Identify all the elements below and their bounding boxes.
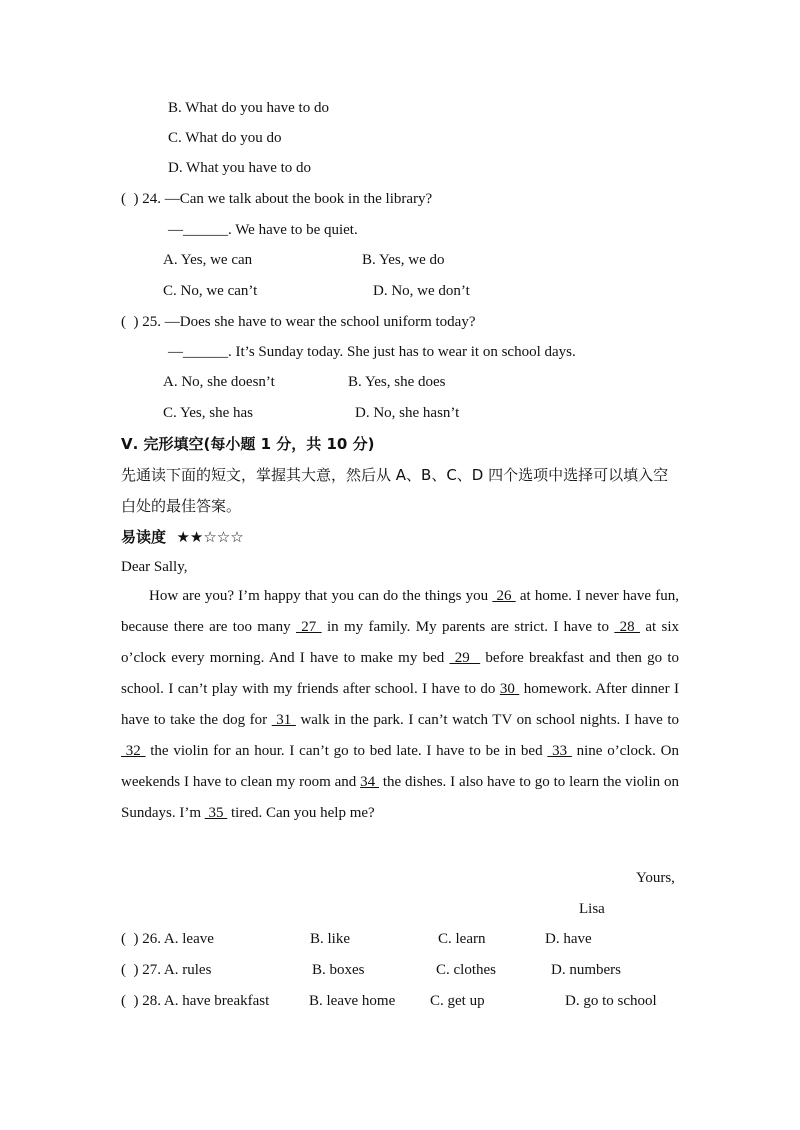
q28-option-d: D. go to school [565, 993, 657, 1009]
q24-option-d: D. No, we don’t [373, 283, 470, 299]
q27-stem: ( ) 27. A. rules [121, 962, 212, 978]
q26-stem: ( ) 26. A. leave [121, 931, 214, 947]
blank-26: 26 [492, 588, 516, 604]
letter-signature: Lisa [579, 901, 605, 917]
blank-33: 33 [547, 743, 572, 759]
q27-option-b: B. boxes [312, 962, 365, 978]
q26-option-b: B. like [310, 931, 350, 947]
q23-option-d: D. What you have to do [168, 160, 312, 176]
q27-option-c: C. clothes [436, 962, 496, 978]
q24-stem: ( ) 24. —Can we talk about the book in the library? [121, 191, 433, 207]
q26-option-d: D. have [545, 931, 592, 947]
q25-option-b: B. Yes, she does [348, 374, 446, 390]
letter-body: How are you? I’m happy that you can do the things you 26 at home. I never have fun, because there are too many 27 in my family. My parents are strict. I have to 28 at six o’clock every morning. And I have to make my bed 29 before breakfast and then go to school. I can’t play with my friends after school. I have to do 30 homework. After dinner I have to take the dog for 31 walk in the park. I can’t watch TV on school nights. I have to 32 the violin for an hour. I can’t go to bed late. I have to be in bed 33 nine o’clock. On weekends I have to clean my room and 34 the dishes. I also have to go to learn the violin on Sundays. I’m 35 tired. Can you help me? [121, 588, 680, 821]
letter-closing: Yours, [636, 870, 675, 886]
q25-stem: ( ) 25. —Does she have to wear the school uniform today? [121, 314, 476, 330]
blank-30: 30 [499, 681, 520, 697]
q25-option-c: C. Yes, she has [163, 405, 254, 421]
q24-option-b: B. Yes, we do [362, 252, 445, 268]
q28-option-c: C. get up [430, 993, 485, 1009]
difficulty-rating: 易读度 ★★☆☆☆ [121, 528, 244, 546]
blank-28: 28 [614, 619, 641, 635]
blank-35: 35 [204, 805, 228, 821]
letter-greeting: Dear Sally, [121, 559, 188, 575]
q28-option-b: B. leave home [309, 993, 396, 1009]
q25-option-d: D. No, she hasn’t [355, 405, 460, 421]
q24-option-a: A. Yes, we can [163, 252, 253, 268]
q25-answer-line: —______. It’s Sunday today. She just has to wear it on school days. [168, 344, 576, 360]
section-instruction-line-1: 先通读下面的短文，掌握其大意，然后从 A、B、C、D 四个选项中选择可以填入空 [121, 466, 669, 484]
q28-stem: ( ) 28. A. have breakfast [121, 993, 270, 1009]
q24-option-c: C. No, we can’t [163, 283, 258, 299]
blank-27: 27 [295, 619, 322, 635]
q23-option-b: B. What do you have to do [168, 100, 329, 116]
blank-31: 31 [271, 712, 296, 728]
q25-option-a: A. No, she doesn’t [163, 374, 275, 390]
q26-option-c: C. learn [438, 931, 486, 947]
section-instruction-line-2: 白处的最佳答案。 [121, 497, 242, 515]
blank-34: 34 [360, 774, 379, 790]
blank-32: 32 [121, 743, 146, 759]
q23-option-c: C. What do you do [168, 130, 282, 146]
q27-option-d: D. numbers [551, 962, 621, 978]
blank-29: 29 [449, 650, 481, 666]
q24-answer-line: —______. We have to be quiet. [168, 222, 358, 238]
section-heading: Ⅴ. 完形填空(每小题 1 分，共 10 分) [121, 435, 375, 453]
